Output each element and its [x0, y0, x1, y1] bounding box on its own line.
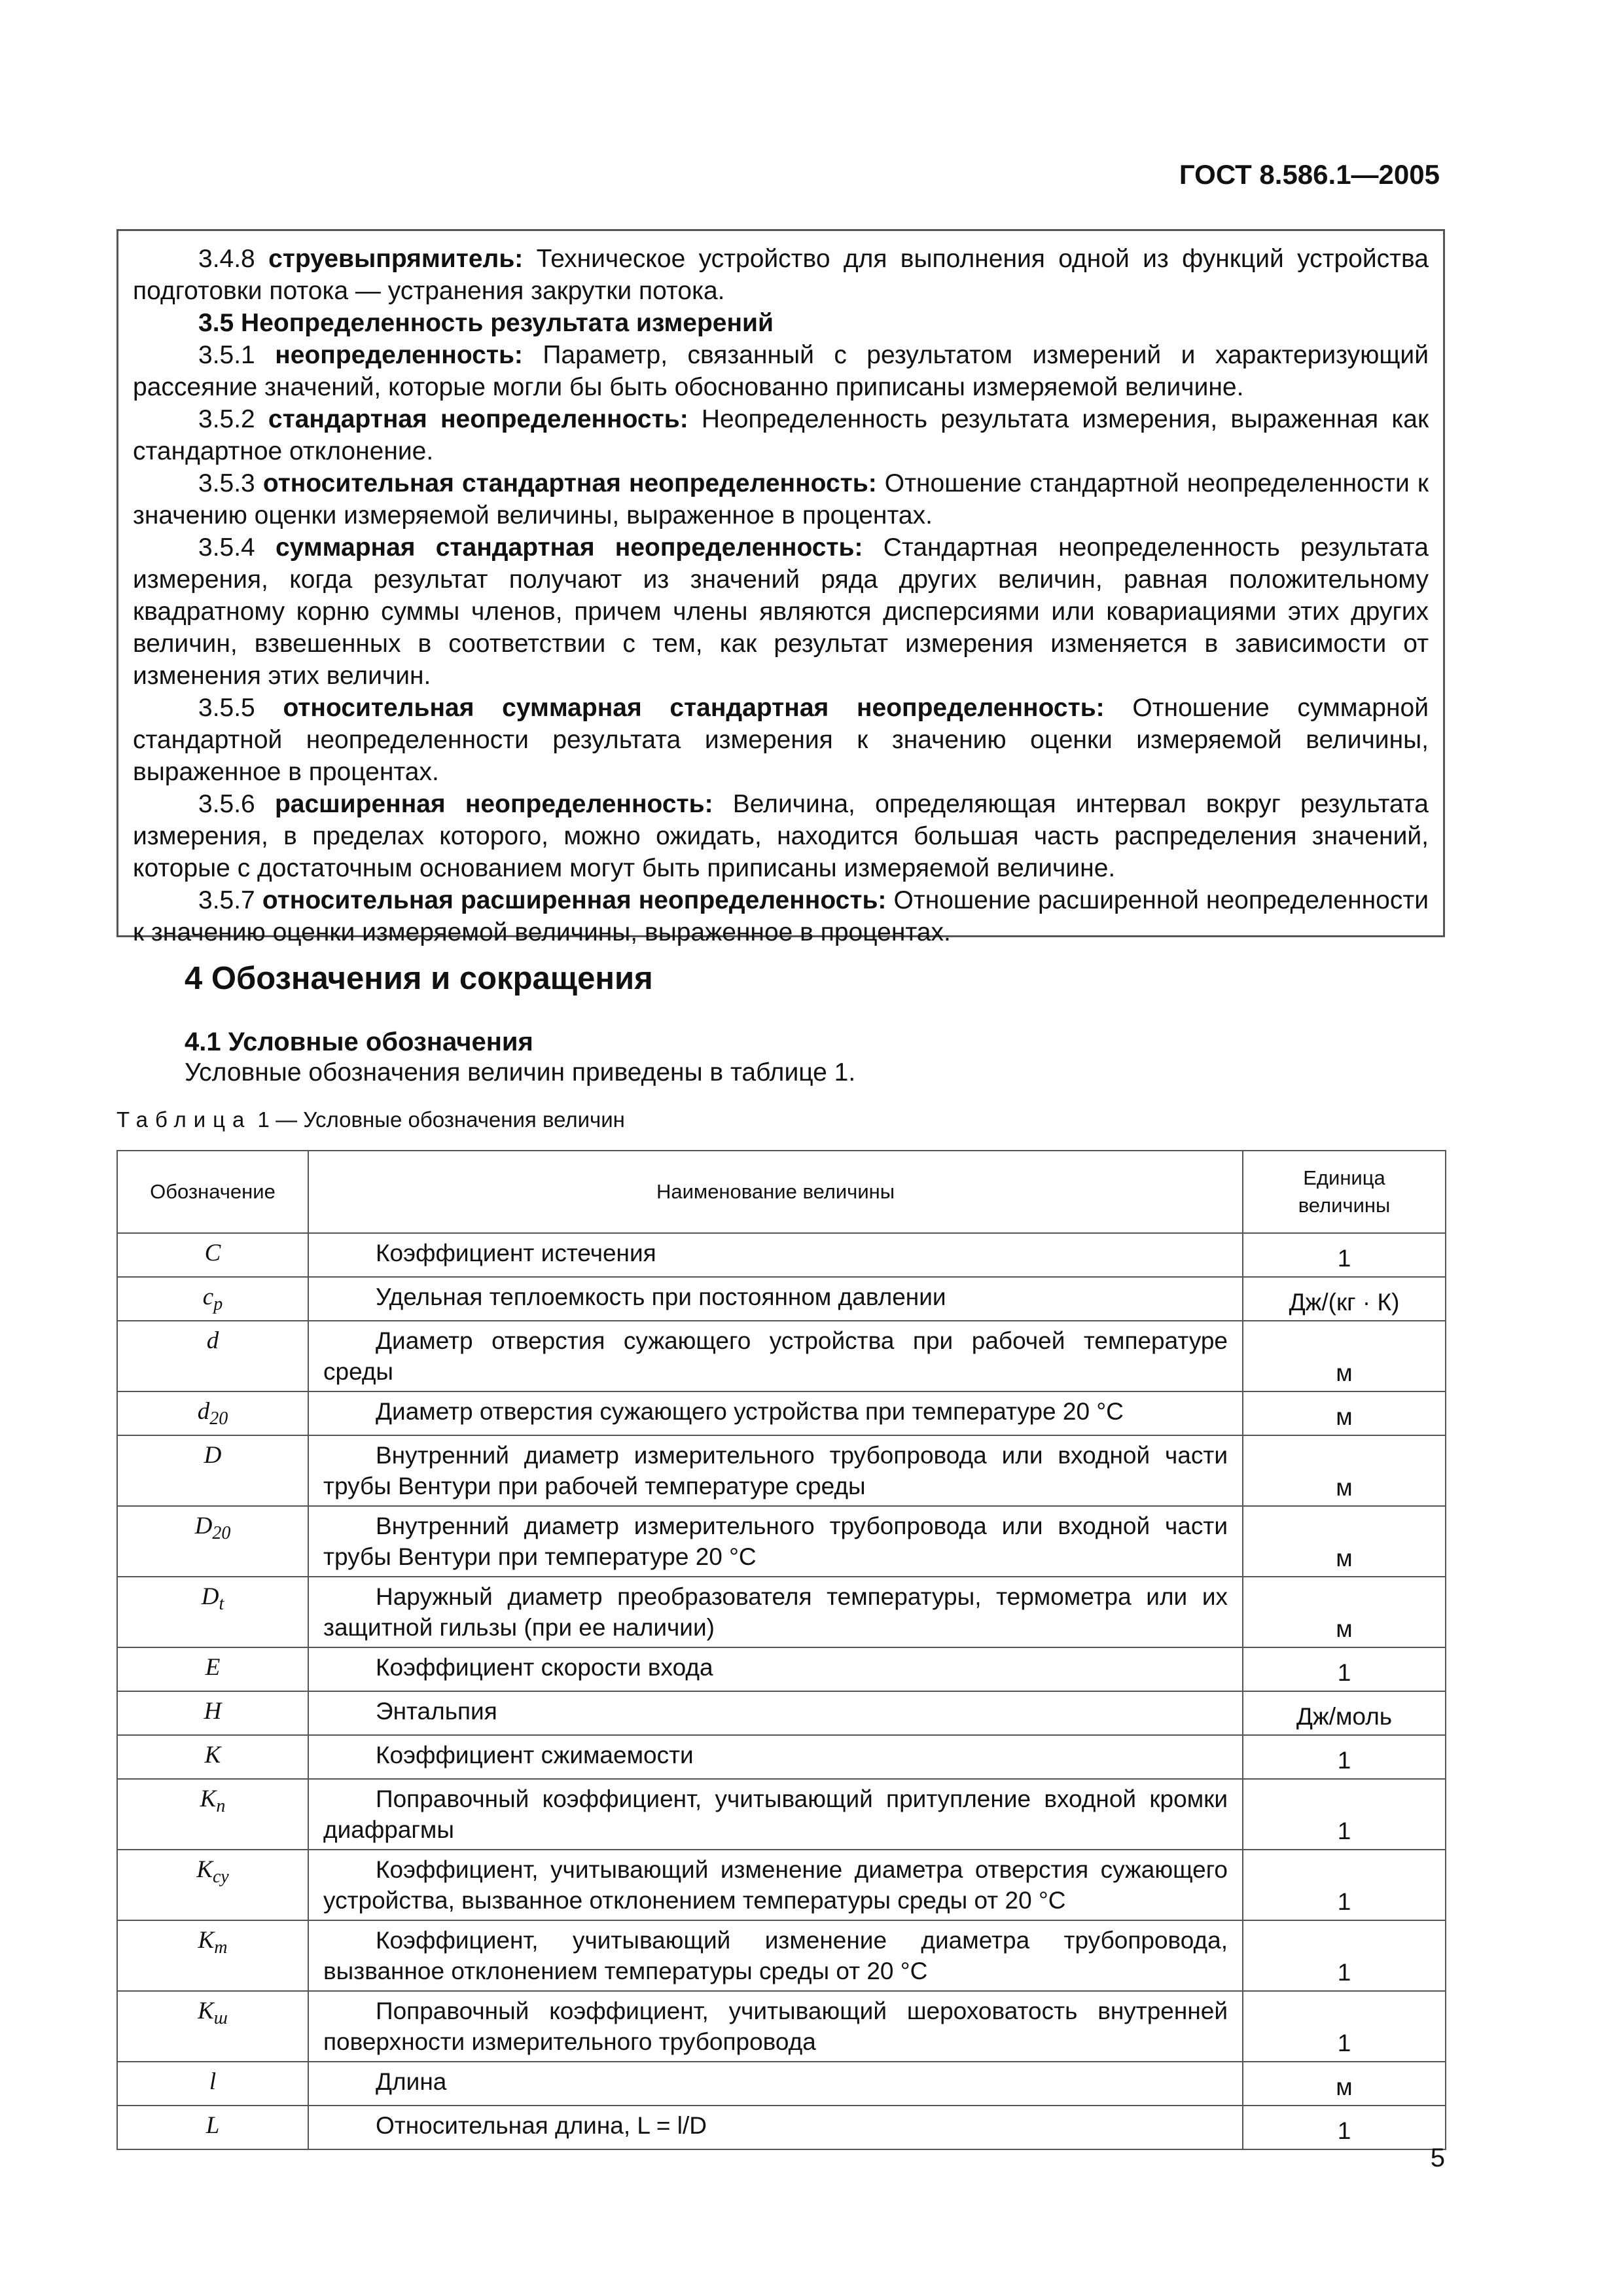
definition-3-5-4 [133, 531, 1429, 692]
definition-number: 3.5.2 [198, 405, 255, 433]
cell-name [308, 1779, 1243, 1850]
intro-text: Условные обозначения величин приведены в таблице 1. [185, 1058, 856, 1086]
cell-unit: 1 [1243, 1647, 1446, 1691]
quantity-name: Диаметр отверстия сужающего устройства при температуре 20 °С [376, 1398, 1124, 1425]
quantity-name: Энтальпия [376, 1698, 497, 1725]
definition-term: относительная стандартная неопределенность: [262, 469, 877, 497]
symbol-main: K [198, 1998, 214, 2024]
symbol-main: K [196, 1856, 213, 1883]
cell-name [308, 2062, 1243, 2106]
quantity-name: Коэффициент, учитывающий изменение диаметра трубопровода, вызванное отклонением температуры среды от 20 °С [323, 1927, 1228, 1984]
cell-unit: м [1243, 1321, 1446, 1391]
cell-name [308, 1506, 1243, 1577]
quantity-name: Коэффициент скорости входа [376, 1654, 713, 1681]
cell-unit: 1 [1243, 1850, 1446, 1920]
cell-name [308, 1691, 1243, 1735]
symbol-main: d [206, 1327, 219, 1354]
symbol-main: D [201, 1583, 219, 1610]
definition-term: струевыпрямитель: [268, 245, 524, 273]
header-symbol: Обозначение [117, 1151, 308, 1233]
cell-unit: Дж/моль [1243, 1691, 1446, 1735]
symbol-main: E [205, 1654, 221, 1681]
table-row [117, 1691, 1446, 1735]
definition-text: Отношение расширенной неопределенности к значению оценки измеряемой величины, выраженное в процентах. [133, 886, 1429, 946]
symbol-subscript: п [216, 1796, 226, 1816]
definition-term: неопределенность: [275, 341, 523, 369]
definition-3-5-2 [133, 403, 1429, 467]
definition-3-5-5 [133, 692, 1429, 788]
quantity-name: Коэффициент истечения [376, 1240, 656, 1266]
symbol-subscript: t [219, 1594, 224, 1614]
quantity-name: Коэффициент сжимаемости [376, 1742, 694, 1768]
table-row [117, 1647, 1446, 1691]
definitions-box [116, 229, 1445, 946]
cell-unit: м [1243, 1391, 1446, 1435]
cell-name [308, 1277, 1243, 1321]
table-row [117, 1850, 1446, 1920]
subsection-title: 4.1 Условные обозначения [185, 1028, 533, 1056]
cell-unit: м [1243, 2062, 1446, 2106]
definition-number: 3.4.8 [198, 245, 255, 273]
cell-symbol [117, 1991, 308, 2062]
cell-unit: 1 [1243, 1735, 1446, 1779]
cell-name [308, 1391, 1243, 1435]
definition-text: Параметр, связанный с результатом измерений и характеризующий рассеяние значений, которые могли бы быть обоснованно приписаны измеряемой величине. [133, 341, 1429, 401]
table-caption [116, 1107, 625, 1132]
definition-text: Отношение стандартной неопределенности к значению оценки измеряемой величины, выраженное в процентах. [133, 469, 1429, 529]
definition-term: расширенная неопределенность: [274, 790, 713, 818]
quantity-name: Коэффициент, учитывающий изменение диаметра отверстия сужающего устройства, вызванное отклонением температуры среды от 20 °С [323, 1856, 1228, 1914]
cell-name [308, 1735, 1243, 1779]
cell-symbol [117, 1391, 308, 1435]
definition-text: Стандартная неопределенность результата измерения, когда результат получают из значений ряда других величин, равная положительному квадратному корню суммы членов, причем члены являются дисперсиями или ковариациями этих других величин, взвешенных в соответствии с тем, как результат измерения изменяется в зависимости от изменения этих величин. [133, 533, 1429, 690]
cell-name [308, 1577, 1243, 1647]
cell-unit: м [1243, 1506, 1446, 1577]
header-name: Наименование величины [308, 1151, 1243, 1233]
definition-3-5-6 [133, 788, 1429, 884]
cell-unit: м [1243, 1577, 1446, 1647]
table-row [117, 1233, 1446, 1277]
symbol-main: d [197, 1398, 210, 1425]
table-row [117, 1277, 1446, 1321]
definition-text: Неопределенность результата измерения, выраженная как стандартное отклонение. [133, 405, 1429, 465]
cell-name [308, 1321, 1243, 1391]
definition-number: 3.5.5 [198, 694, 255, 722]
quantity-name: Относительная длина, L = l/D [376, 2112, 707, 2139]
symbol-main: c [202, 1283, 214, 1310]
subsection-heading-3-5: 3.5 Неопределенность результата измерений [198, 309, 774, 337]
definition-text: Техническое устройство для выполнения одной из функций устройства подготовки потока — устранения закрутки потока. [133, 245, 1429, 305]
quantity-name: Поправочный коэффициент, учитывающий шероховатость внутренней поверхности измерительного трубопровода [323, 1998, 1228, 2055]
definition-number: 3.5.4 [198, 533, 255, 562]
symbol-main: K [204, 1742, 221, 1768]
symbol-subscript: ш [213, 2008, 228, 2028]
table-row [117, 1991, 1446, 2062]
cell-symbol [117, 1735, 308, 1779]
definition-number: 3.5.6 [198, 790, 255, 818]
quantity-name: Наружный диаметр преобразователя температуры, термометра или их защитной гильзы (при ее наличии) [323, 1583, 1228, 1641]
cell-name [308, 1233, 1243, 1277]
symbol-main: K [200, 1785, 217, 1812]
symbol-subscript: 20 [209, 1408, 228, 1429]
cell-unit: м [1243, 1435, 1446, 1506]
table-row [117, 1920, 1446, 1991]
symbol-main: L [205, 2112, 220, 2139]
cell-symbol [117, 2106, 308, 2149]
symbol-subscript: 20 [212, 1523, 231, 1543]
symbol-subscript: су [213, 1867, 229, 1887]
table-row [117, 2062, 1446, 2106]
quantity-name: Внутренний диаметр измерительного трубопровода или входной части трубы Вентури при рабочей температуре среды [323, 1442, 1228, 1499]
symbols-table [116, 1150, 1446, 2150]
table-row [117, 2106, 1446, 2149]
cell-symbol [117, 1779, 308, 1850]
symbol-main: D [194, 1513, 213, 1539]
cell-unit: 1 [1243, 2106, 1446, 2149]
definition-3-4-8 [133, 243, 1429, 307]
symbol-subscript: p [213, 1294, 223, 1314]
definition-3-5-3 [133, 467, 1429, 531]
table-row [117, 1506, 1446, 1577]
definition-3-5-7 [133, 884, 1429, 948]
symbol-main: K [198, 1927, 215, 1954]
cell-symbol [117, 1435, 308, 1506]
definition-term: суммарная стандартная неопределенность: [275, 533, 863, 562]
symbol-main: l [209, 2068, 217, 2095]
quantity-name: Диаметр отверстия сужающего устройства при рабочей температуре среды [323, 1327, 1228, 1385]
cell-unit: Дж/(кг · К) [1243, 1277, 1446, 1321]
table-row [117, 1577, 1446, 1647]
cell-unit: 1 [1243, 1779, 1446, 1850]
definition-text: Отношение суммарной стандартной неопределенности результата измерения к значению оценки измеряемой величины, выраженное в процентах. [133, 694, 1429, 786]
cell-symbol [117, 2062, 308, 2106]
cell-unit: 1 [1243, 1991, 1446, 2062]
definition-term: стандартная неопределенность: [268, 405, 688, 433]
cell-name [308, 1435, 1243, 1506]
definition-3-5-1 [133, 339, 1429, 403]
cell-name [308, 1920, 1243, 1991]
definition-text: Величина, определяющая интервал вокруг результата измерения, в пределах которого, можно ожидать, находится большая часть распределения значений, которые с достаточным основанием могут быть приписаны измеряемой величине. [133, 790, 1429, 882]
definition-number: 3.5.3 [198, 469, 255, 497]
table-row [117, 1321, 1446, 1391]
symbol-main: H [204, 1698, 222, 1725]
quantity-name: Поправочный коэффициент, учитывающий притупление входной кромки диафрагмы [323, 1785, 1228, 1843]
cell-symbol [117, 1577, 308, 1647]
table-row [117, 1435, 1446, 1506]
cell-symbol [117, 1647, 308, 1691]
table-row [117, 1779, 1446, 1850]
symbol-subscript: т [214, 1937, 228, 1958]
cell-symbol [117, 1321, 308, 1391]
symbol-main: D [204, 1442, 222, 1469]
quantity-name: Длина [376, 2068, 447, 2095]
cell-name [308, 1850, 1243, 1920]
cell-name [308, 1647, 1243, 1691]
cell-symbol [117, 1277, 308, 1321]
definition-term: относительная расширенная неопределенность: [262, 886, 887, 914]
table-row [117, 1735, 1446, 1779]
cell-symbol [117, 1691, 308, 1735]
table-row [117, 1391, 1446, 1435]
cell-symbol [117, 1920, 308, 1991]
cell-name [308, 1991, 1243, 2062]
page-number: 5 [1430, 2144, 1445, 2172]
cell-unit: 1 [1243, 1233, 1446, 1277]
section-title: 4 Обозначения и сокращения [185, 961, 653, 996]
symbol-main: C [204, 1240, 221, 1266]
document-code: ГОСТ 8.586.1—2005 [1179, 159, 1440, 190]
definition-number: 3.5.7 [198, 886, 255, 914]
cell-symbol [117, 1850, 308, 1920]
cell-symbol [117, 1233, 308, 1277]
cell-unit: 1 [1243, 1920, 1446, 1991]
table-header-row [117, 1151, 1446, 1233]
table-caption-text: 1 — Условные обозначения величин [251, 1107, 625, 1132]
cell-symbol [117, 1506, 308, 1577]
cell-name [308, 2106, 1243, 2149]
quantity-name: Удельная теплоемкость при постоянном давлении [376, 1283, 946, 1310]
definition-number: 3.5.1 [198, 341, 255, 369]
table-caption-word: Таблица [116, 1107, 252, 1132]
quantity-name: Внутренний диаметр измерительного трубопровода или входной части трубы Вентури при температуре 20 °С [323, 1513, 1228, 1570]
definition-term: относительная суммарная стандартная неопределенность: [283, 694, 1105, 722]
header-unit: Единица величины [1243, 1151, 1446, 1233]
